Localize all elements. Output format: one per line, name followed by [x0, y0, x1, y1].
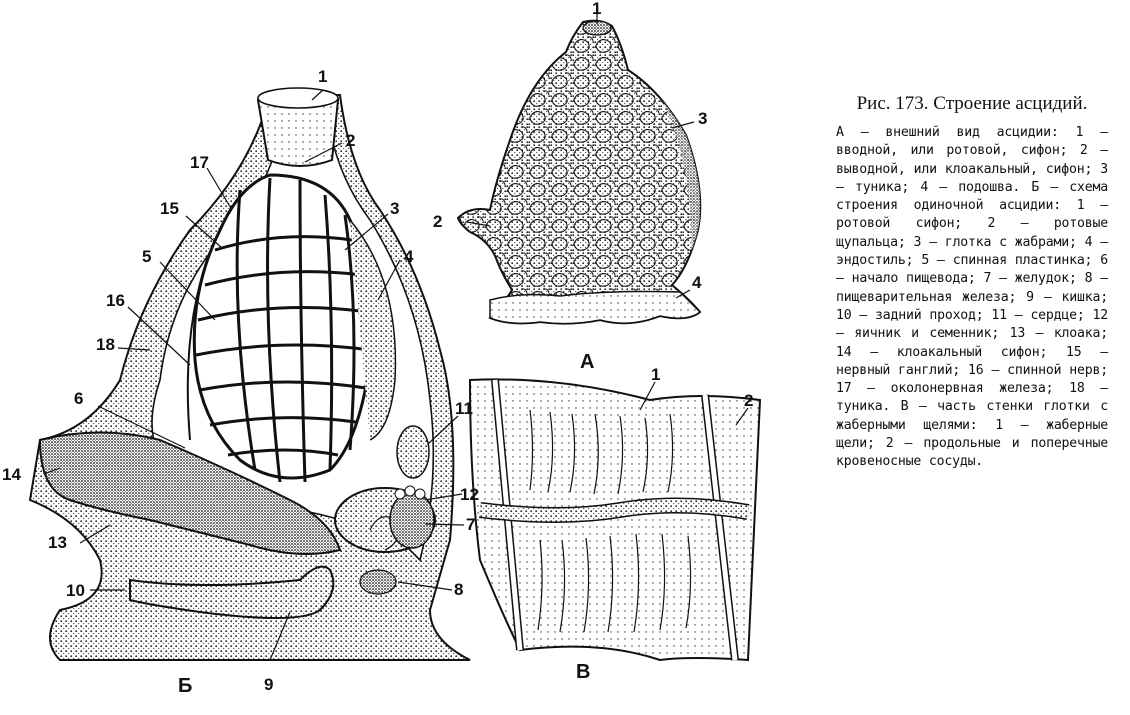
label-b-8: 8	[454, 580, 464, 599]
label-b-14: 14	[2, 465, 21, 484]
label-b-16: 16	[106, 291, 125, 310]
label-a-3: 3	[698, 109, 708, 128]
label-b-15: 15	[160, 199, 179, 218]
label-b-9: 9	[264, 675, 274, 694]
label-b-4: 4	[404, 247, 414, 266]
label-b-13: 13	[48, 533, 67, 552]
panel-letter-a: А	[580, 351, 595, 373]
label-v-1: 1	[651, 365, 661, 384]
panel-letter-b: Б	[178, 675, 193, 697]
label-b-18: 18	[96, 335, 115, 354]
label-b-17: 17	[190, 153, 209, 172]
label-b-10: 10	[66, 581, 85, 600]
panel-b-drawing	[30, 88, 470, 660]
label-b-1: 1	[318, 67, 328, 86]
panel-v-drawing	[470, 379, 760, 660]
panel-letter-v: В	[576, 661, 591, 683]
label-b-6: 6	[74, 389, 84, 408]
label-b-5: 5	[142, 247, 152, 266]
figure-caption	[836, 92, 1108, 472]
caption-body: А — внешний вид асцидии: 1 — вводной, или ротовой, сифон; 2 — выводной, или клоакальный, сифон; 3 — туника; 4 — подошва. Б — схема строения одиночной асцидии: 1 — ротовой сифон; 2 — ротовые щупальца; 3 — глотка с жабрами; 4 — эндостиль; 5 — спинная пластинка; 6 — начало пищевода; 7 — желудок; 8 — пищеварительная железа; 9 — кишка; 10 — задний проход; 11 — сердце; 12 — яичник и семенник; 13 — клоака; 14 — клоакальный сифон; 15 — нервный ганглий; 16 — спинной нерв; 17 — околонервная железа; 18 — туника. В — часть стенки глотки с жаберными щелями: 1 — жаберные щели; 2 — продольные и поперечные кровеносные сосуды.	[836, 125, 1108, 470]
caption-title: Рис. 173. Строение асцидий.	[856, 93, 1088, 114]
label-b-2: 2	[346, 131, 356, 150]
label-a-1: 1	[592, 0, 602, 18]
label-a-2: 2	[433, 212, 443, 231]
label-b-11: 11	[455, 399, 473, 418]
label-b-3: 3	[390, 199, 400, 218]
panel-a-drawing	[458, 21, 720, 324]
label-v-2: 2	[744, 391, 754, 410]
label-a-4: 4	[692, 273, 702, 292]
label-b-12: 12	[460, 485, 479, 504]
label-b-7: 7	[466, 515, 476, 534]
